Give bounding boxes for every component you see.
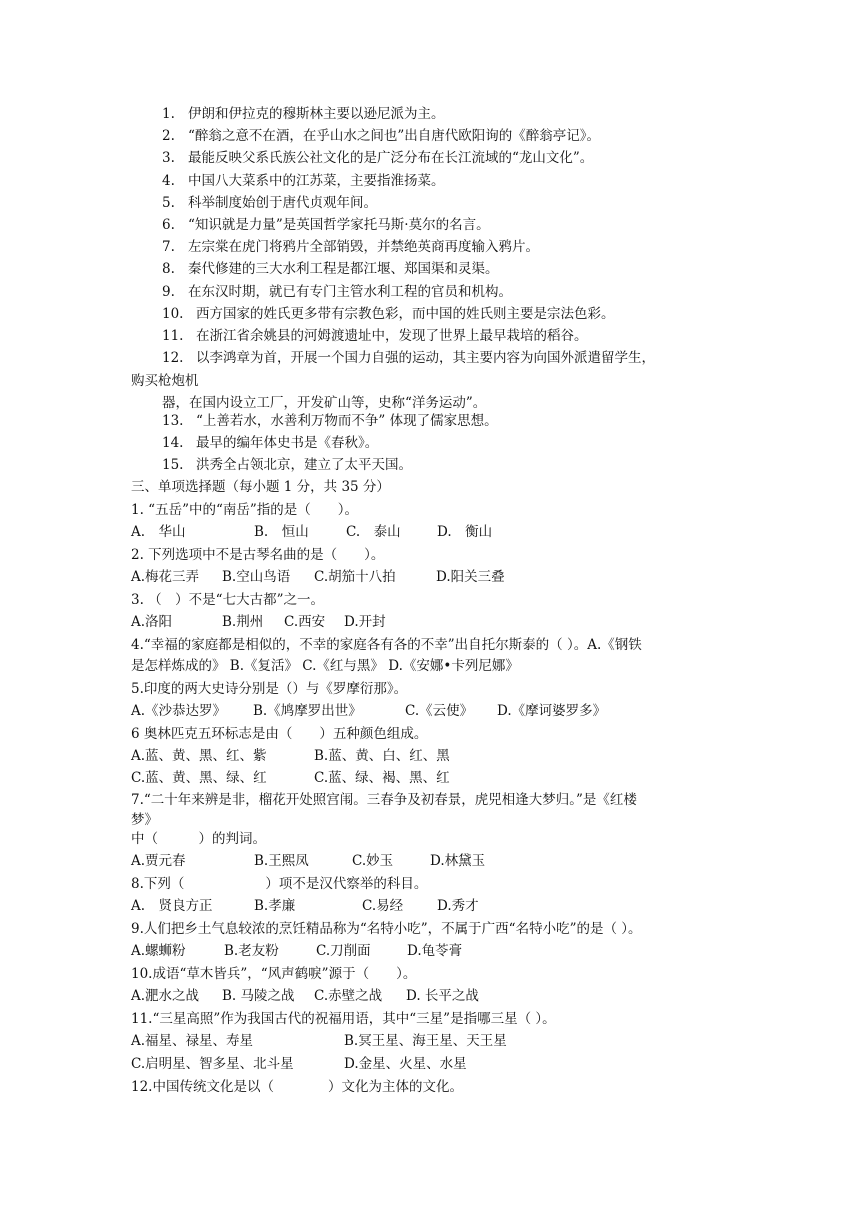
question-11-option-d: D.金星、火星、水星 <box>344 1056 467 1072</box>
question-5-option-c: C.《云使》 <box>405 703 474 719</box>
question-7-option-c: C.妙玉 <box>352 853 394 869</box>
question-9-option-c: C.刀削面 <box>316 943 371 959</box>
question-9-option-d: D.龟苓膏 <box>407 943 463 959</box>
tf-item-text: 科举制度始创于唐代贞观年间。 <box>188 194 377 211</box>
question-1-option-a: A. 华山 <box>131 524 186 540</box>
question-3-option-c: C.西安 <box>284 614 326 630</box>
question-2-option-c: C.胡笳十八拍 <box>314 569 396 585</box>
tf-item-number: 4. <box>162 172 175 189</box>
question-1-option-d: D. 衡山 <box>437 524 493 540</box>
tf-item-text: 最能反映父系氏族公社文化的是广泛分布在长江流域的“龙山文化”。 <box>188 150 594 167</box>
question-2-option-d: D.阳关三叠 <box>436 569 505 585</box>
tf-item-number: 14. <box>162 435 184 451</box>
tf-item-number: 11. <box>162 328 184 344</box>
tf-item-number: 15. <box>162 457 184 473</box>
question-8-option-c: C.易经 <box>362 898 404 914</box>
question-3-stem: 3. （ ）不是“七大古都”之一。 <box>131 592 324 608</box>
question-7-option-b: B.王熙凤 <box>254 853 309 869</box>
question-7-line-2: 梦》 <box>131 812 158 828</box>
question-1-option-c: C. 泰山 <box>346 524 401 540</box>
tf-item-text: 在浙江省余姚县的河姆渡遗址中，发现了世界上最早栽培的稻谷。 <box>196 328 588 344</box>
question-8-option-b: B.孝廉 <box>254 898 296 914</box>
tf-item-number: 13. <box>162 413 184 429</box>
question-6-option-a: A.蓝、黄、黑、红、紫 <box>131 748 267 764</box>
tf-item-text: 在东汉时期，就已有专门主管水利工程的官员和机构。 <box>188 283 512 300</box>
question-10-option-c: C.赤壁之战 <box>314 988 383 1004</box>
question-6-option-c: C.蓝、黄、黑、绿、红 <box>131 770 267 786</box>
tf-item-text: 洪秀全占领北京，建立了太平天国。 <box>196 457 412 473</box>
tf-item-text: 伊朗和伊拉克的穆斯林主要以逊尼派为主。 <box>188 106 445 122</box>
tf-item-text: “上善若水，水善利万物而不争” 体现了儒家思想。 <box>196 413 498 429</box>
tf-item-text: 中国八大菜系中的江苏菜，主要指淮扬菜。 <box>188 172 445 189</box>
question-12-stem: 12.中国传统文化是以（ ）文化为主体的文化。 <box>131 1079 463 1095</box>
question-4-line-2: 是怎样炼成的》 B.《复活》 C.《红与黑》 D.《安娜•卡列尼娜》 <box>131 658 519 674</box>
tf-item-number: 2. <box>162 128 175 145</box>
question-11-stem: 11.“三星高照”作为我国古代的祝福用语，其中“三星”是指哪三星（ ）。 <box>131 1011 556 1027</box>
tf-item-number: 6. <box>162 217 175 233</box>
question-11-option-c: C.启明星、智多星、北斗星 <box>131 1056 294 1072</box>
question-4-line-1: 4.“幸福的家庭都是相似的，不幸的家庭各有各的不幸”出自托尔斯泰的（ ）。A.《钢铁 <box>131 637 642 653</box>
question-10-option-b: B. 马陵之战 <box>222 988 295 1004</box>
question-6-option-b: B.蓝、黄、白、红、黑 <box>314 748 450 764</box>
question-6-stem: 6 奥林匹克五环标志是由（ ）五种颜色组成。 <box>131 726 428 742</box>
question-10-option-d: D. 长平之战 <box>406 988 479 1004</box>
question-9-option-a: A.螺蛳粉 <box>131 943 186 959</box>
tf-item-12-continuation: 器，在国内设立工厂，开发矿山等，史称“洋务运动”。 <box>162 395 487 411</box>
tf-item-text: “醉翁之意不在酒，在乎山水之间也”出自唐代欧阳询的《醉翁亭记》。 <box>188 128 601 145</box>
question-9-stem: 9.人们把乡土气息较浓的烹饪精品称为“名特小吃”，不属于广西“名特小吃”的是（ ）。 <box>131 921 642 937</box>
question-11-option-a: A.福星、禄星、寿星 <box>131 1033 254 1049</box>
tf-item-number: 7. <box>162 239 175 256</box>
tf-item-text: 西方国家的姓氏更多带有宗教色彩，而中国的姓氏则主要是宗法色彩。 <box>196 305 615 322</box>
question-3-option-a: A.洛阳 <box>131 614 173 630</box>
tf-item-text: 秦代修建的三大水利工程是都江堰、郑国渠和灵渠。 <box>188 261 499 278</box>
question-7-line-3: 中（ ）的判词。 <box>131 831 266 847</box>
question-6-option-c2: C.蓝、绿、褐、黑、红 <box>314 770 450 786</box>
tf-item-text: 左宗棠在虎门将鸦片全部销毁，并禁绝英商再度输入鸦片。 <box>188 239 539 256</box>
question-3-option-b: B.荆州 <box>222 614 264 630</box>
tf-item-12-wrap: 购买枪炮机 <box>131 373 199 389</box>
tf-item-text: 最早的编年体史书是《春秋》。 <box>196 435 379 451</box>
question-8-option-d: D.秀才 <box>437 898 479 914</box>
tf-item-number: 12. <box>162 350 184 367</box>
tf-item-number: 9. <box>162 283 175 300</box>
question-5-option-a: A.《沙恭达罗》 <box>131 703 227 719</box>
question-7-option-d: D.林黛玉 <box>430 853 486 869</box>
question-7-option-a: A.贾元春 <box>131 853 186 869</box>
question-2-stem: 2. 下列选项中不是古琴名曲的是（ ）。 <box>131 547 385 563</box>
question-7-line-1: 7.“二十年来辨是非，榴花开处照宫闱。三春争及初春景，虎兕相逢大梦归。”是《红楼 <box>131 792 637 808</box>
section-3-title: 三、单项选择题（每小题 1 分，共 35 分） <box>131 479 390 495</box>
tf-item-number: 10. <box>162 305 184 322</box>
question-5-option-b: B.《鸠摩罗出世》 <box>253 703 362 719</box>
question-8-stem: 8.下列（ ）项不是汉代察举的科目。 <box>131 876 428 892</box>
tf-item-number: 1. <box>162 106 175 122</box>
tf-item-number: 8. <box>162 261 175 278</box>
question-1-stem: 1. “五岳”中的“南岳”指的是（ ）。 <box>131 502 359 518</box>
question-10-stem: 10.成语“草木皆兵”，“风声鹤唳”源于（ ）。 <box>131 966 417 982</box>
tf-item-text: “知识就是力量”是英国哲学家托马斯·莫尔的名言。 <box>188 217 490 233</box>
question-9-option-b: B.老友粉 <box>224 943 279 959</box>
question-5-option-d: D.《摩诃婆罗多》 <box>497 703 607 719</box>
question-2-option-a: A.梅花三弄 <box>131 569 200 585</box>
question-11-option-b: B.冥王星、海王星、天王星 <box>344 1033 507 1049</box>
question-1-option-b: B. 恒山 <box>254 524 309 540</box>
tf-item-number: 5. <box>162 194 175 211</box>
tf-item-text: 以李鸿章为首，开展一个国力自强的运动，其主要内容为向国外派遣留学生， <box>196 350 655 367</box>
question-10-option-a: A.淝水之战 <box>131 988 200 1004</box>
question-3-option-d: D.开封 <box>344 614 386 630</box>
question-5-stem: 5.印度的两大史诗分别是（）与《罗摩衍那》。 <box>131 681 408 697</box>
tf-item-number: 3. <box>162 150 175 167</box>
question-2-option-b: B.空山鸟语 <box>222 569 291 585</box>
question-8-option-a: A. 贤良方正 <box>131 898 213 914</box>
